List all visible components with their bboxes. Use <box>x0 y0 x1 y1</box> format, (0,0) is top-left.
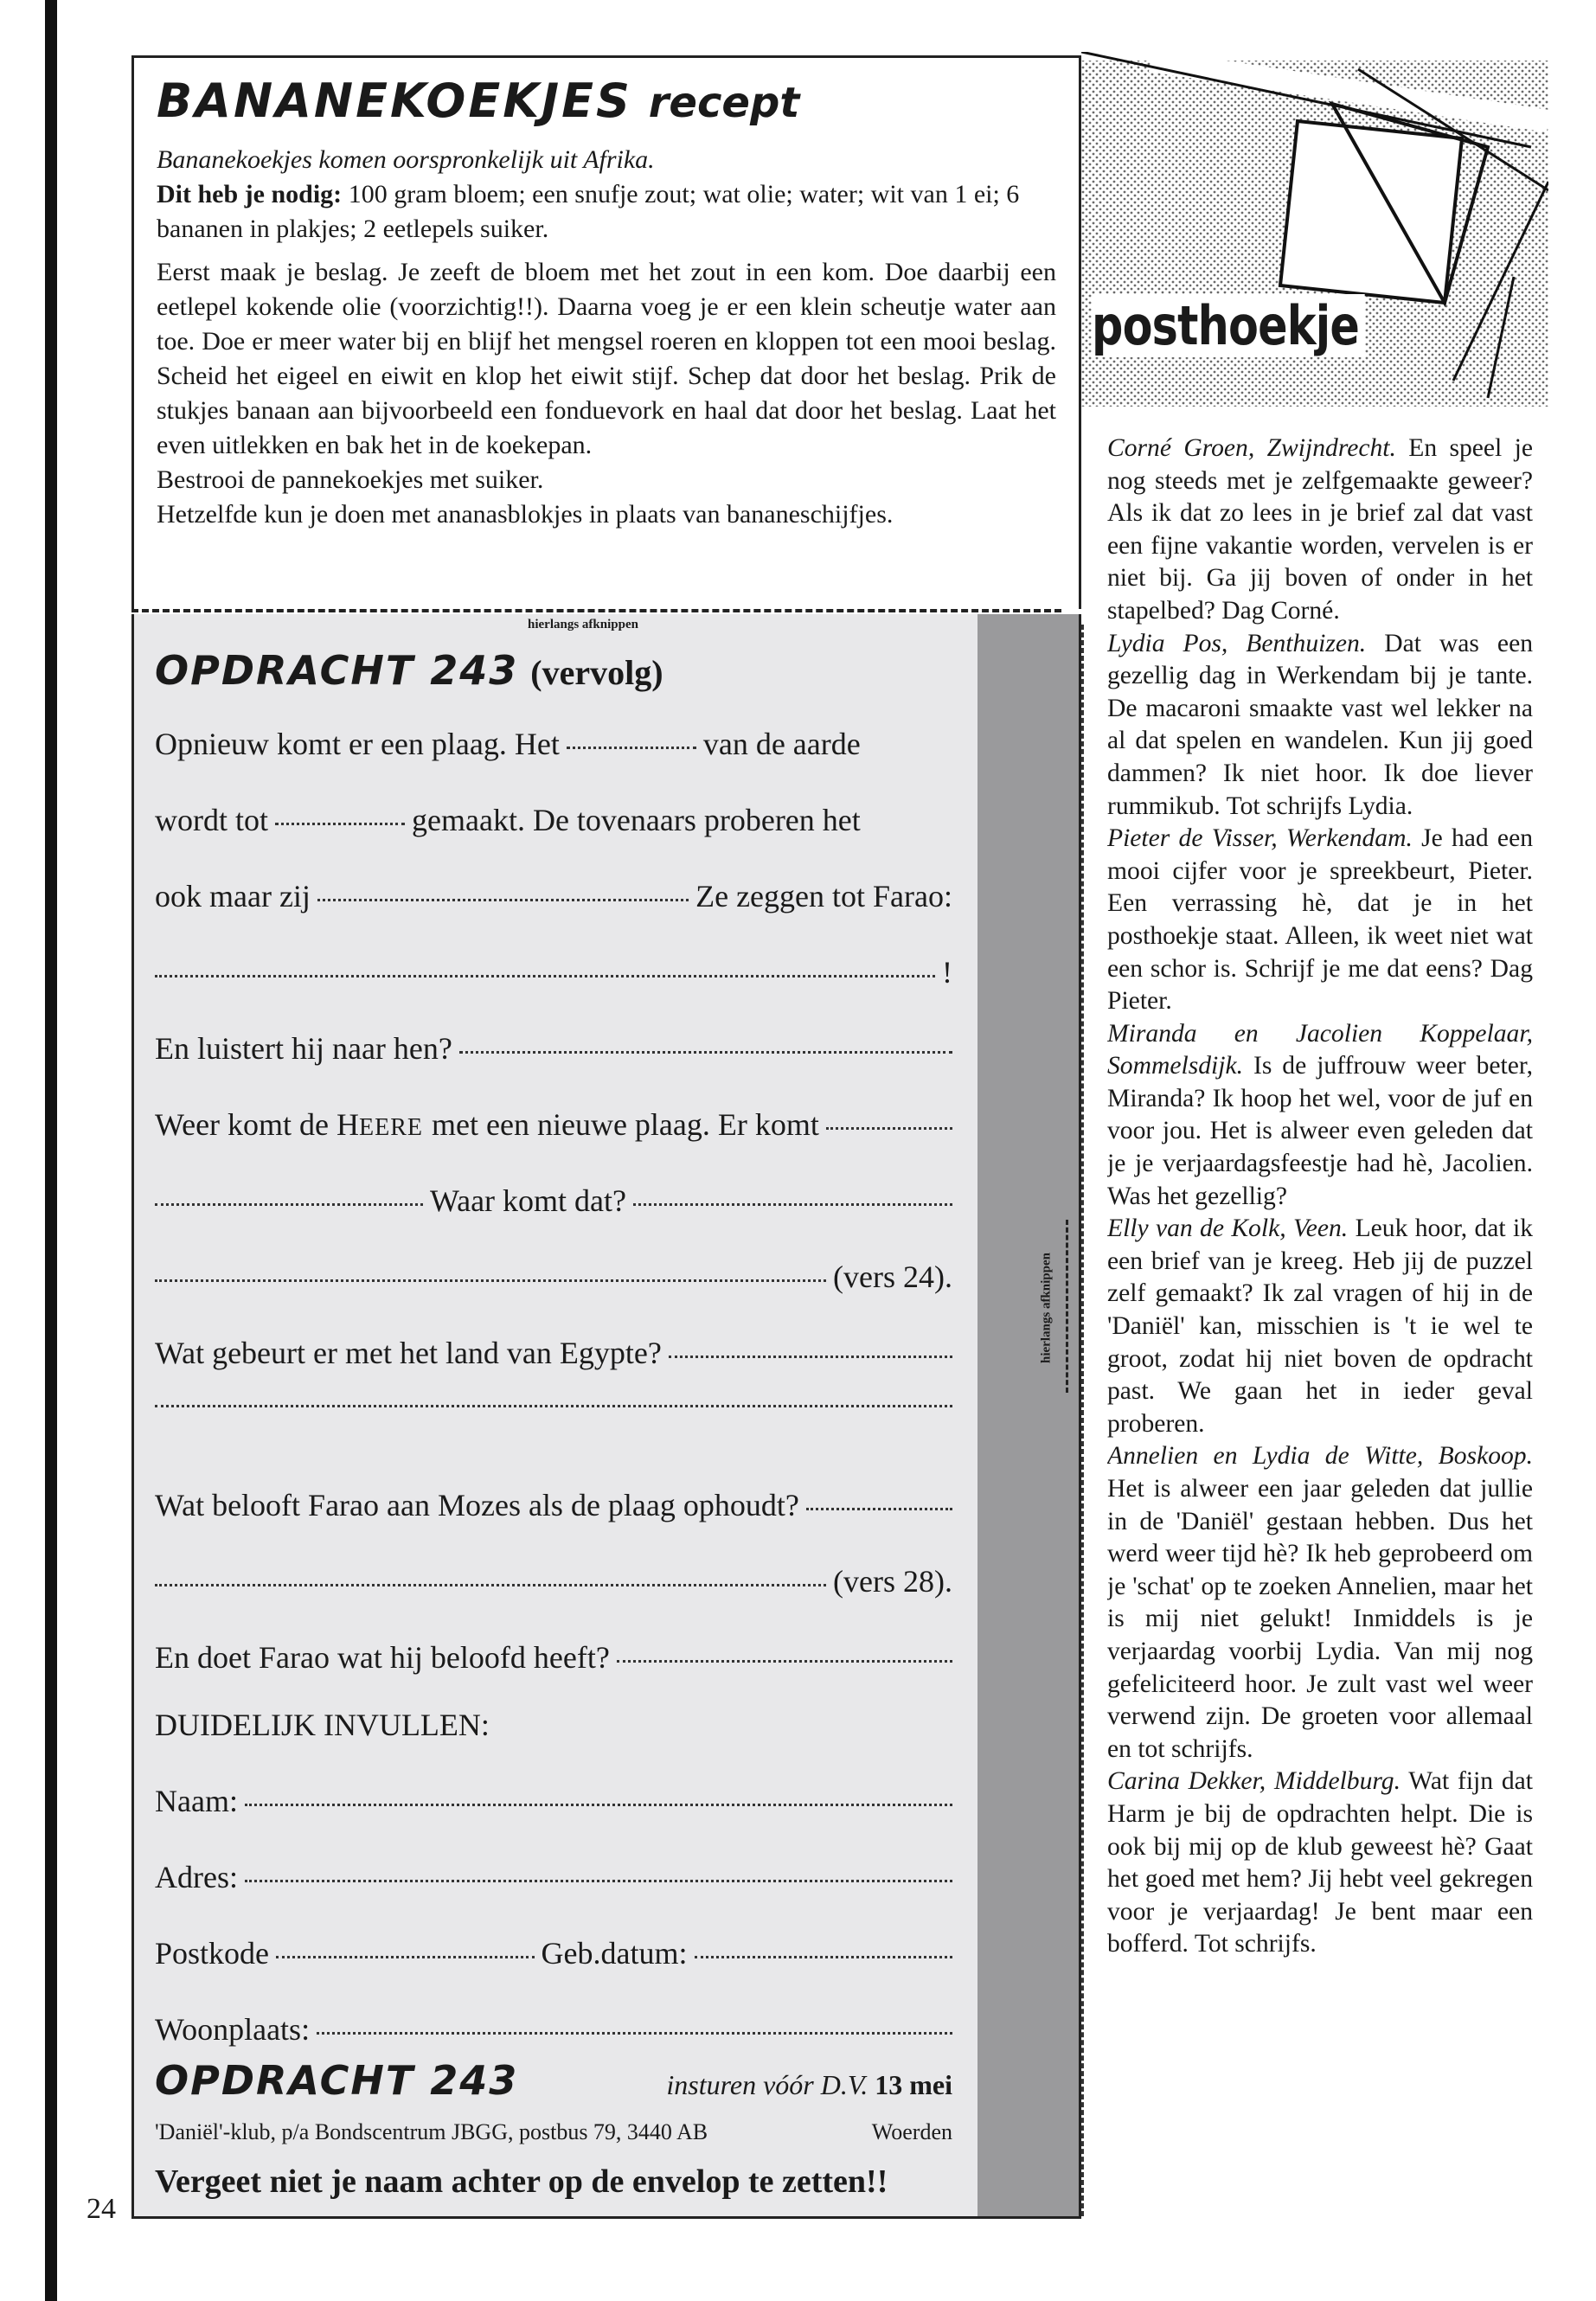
question-7 <box>155 1182 952 1220</box>
letter <box>1107 1213 1533 1440</box>
send-before <box>666 2069 952 2101</box>
q2-text-b: gemaakt. De tovenaars proberen het <box>412 803 861 837</box>
answer-field[interactable] <box>155 975 935 977</box>
city-field[interactable] <box>317 2032 952 2035</box>
form-title-main: OPDRACHT 243 <box>155 647 519 694</box>
send-date: 13 mei <box>875 2069 952 2100</box>
q10-text: Wat belooft Farao aan Mozes als de plaag ophoudt? <box>155 1488 799 1522</box>
question-9-continued <box>155 1410 952 1413</box>
letter <box>1107 433 1533 628</box>
letter-text: Leuk hoor, dat ik een brief van je kreeg. Heb jij de puzzel zelf gemaakt? Ik zal vragen of hij in de 'Daniël' kan, misschien is 't ie wel te groot, zodat hij niet boven de opdracht past. We gaan het in ieder geval proberen. <box>1107 1215 1533 1438</box>
city-label: Woonplaats: <box>155 2012 311 2047</box>
name-row <box>155 1782 952 1820</box>
letter-text: Wat fijn dat Harm je bij de opdrachten helpt. Die is ook bij mij op de klub geweest hè? Gaat het goed met hem? Jij hebt veel gekregen voor je verjaardag! Je bent maar een bofferd. Tot schrijfs. <box>1107 1767 1533 1958</box>
ingredients-label: Dit heb je nodig: <box>157 180 343 208</box>
q6-text-b: met een nieuwe plaag. Er komt <box>432 1107 819 1142</box>
answer-field[interactable] <box>275 823 405 825</box>
column-divider <box>1081 625 1084 2216</box>
q6-smallcaps: EERE <box>359 1114 424 1141</box>
postcode-field[interactable] <box>276 1956 535 1958</box>
letter-sender: Miranda en Jacolien Koppelaar, Sommelsdijk. <box>1107 1019 1533 1080</box>
letter <box>1107 1018 1533 1214</box>
q9-text: Wat gebeurt er met het land van Egypte? <box>155 1336 662 1370</box>
posthoekje-title: posthoekje <box>1092 294 1365 357</box>
answer-field[interactable] <box>155 1584 826 1586</box>
recipe-title-main: BANANEKOEKJES <box>157 74 632 128</box>
question-4 <box>155 953 952 991</box>
letter-sender: Pieter de Visser, Werkendam. <box>1107 824 1413 853</box>
address-label: Adres: <box>155 1860 238 1894</box>
question-1 <box>155 725 952 763</box>
question-11 <box>155 1562 952 1600</box>
question-5 <box>155 1029 952 1067</box>
question-6 <box>155 1106 952 1147</box>
answer-field[interactable] <box>155 1279 826 1282</box>
form-title <box>155 647 663 694</box>
letter <box>1107 1440 1533 1766</box>
q1-text-b: van de aarde <box>702 727 861 761</box>
fill-in-text: DUIDELIJK INVULLEN: <box>155 1708 490 1742</box>
answer-field[interactable] <box>669 1356 952 1358</box>
question-2 <box>155 801 952 839</box>
letter-sender: Corné Groen, Zwijndrecht. <box>1107 434 1396 462</box>
answer-field[interactable] <box>617 1660 952 1663</box>
recipe-box <box>131 55 1081 609</box>
recipe-intro: Bananekoekjes komen oorspronkelijk uit Afrika. <box>157 145 655 174</box>
form-side-strip <box>977 614 1081 2219</box>
letter-text: En speel je nog steeds met je zelfgemaakte geweer? Als ik dat zo lees in je brief zal dat vast een fijne vakantie worden, vervelen is er niet bij. Ga jij boven of onder in het stapelbed? Dag Corné. <box>1107 434 1533 625</box>
q5-text: En luistert hij naar hen? <box>155 1031 452 1066</box>
answer-field[interactable] <box>155 1203 423 1206</box>
postcode-label: Postkode <box>155 1936 270 1971</box>
recipe-ingredients <box>157 177 1056 247</box>
address-row <box>155 1858 952 1896</box>
letter <box>1107 1766 1533 1961</box>
club-address <box>155 2119 952 2145</box>
recipe-method: Eerst maak je beslag. Je zeeft de bloem met het zout in een kom. Doe daarbij een eetlepel kokende olie (voorzichtig!!). Daarna voeg je er een klein scheutje water aan toe. Doe er meer water bij en blijf het mengsel roeren en kloppen tot een mooi beslag. Scheid het eigeel en eiwit en klop het eiwit stijf. Schep dat door het beslag. Prik de stukjes banaan aan bijvoorbeeld een fonduevork en haal dat door het beslag. Laat het even uitlekken en bak het in de koekepan. <box>157 258 1056 459</box>
letter-sender: Elly van de Kolk, Veen. <box>1107 1215 1349 1243</box>
letter-sender: Lydia Pos, Benthuizen. <box>1107 629 1367 657</box>
letter-text: Dat was een gezellig dag in Werkendam bij je tante. De macaroni smaakte vast wel lekker na al dat spelen en wandelen. Kun jij goed dammen? Ik niet hoor. Ik doe liever rummikub. Tot schrijfs Lydia. <box>1107 629 1533 820</box>
q3-text-b: Ze zeggen tot Farao: <box>695 879 952 913</box>
answer-field[interactable] <box>806 1508 952 1510</box>
recipe-title-sub: recept <box>648 79 800 127</box>
letter-sender: Annelien en Lydia de Witte, Boskoop. <box>1107 1442 1533 1471</box>
club-city: Woerden <box>871 2119 952 2144</box>
recipe-line-2: Bestrooi de pannekoekjes met suiker. <box>157 465 544 494</box>
form-footer-title <box>155 2057 952 2104</box>
question-9 <box>155 1334 952 1372</box>
question-3 <box>155 877 952 915</box>
q2-text-a: wordt tot <box>155 803 268 837</box>
side-cut-label: hierlangs afknippen <box>1039 1253 1054 1363</box>
recipe-line-3: Hetzelfde kun je doen met ananasblokjes in plaats van bananeschijfjes. <box>157 500 894 529</box>
letter-sender: Carina Dekker, Middelburg. <box>1107 1767 1401 1796</box>
question-12 <box>155 1638 952 1676</box>
answer-field[interactable] <box>633 1203 952 1206</box>
envelope-square <box>1280 121 1462 303</box>
binding-edge <box>45 0 57 2301</box>
page-number: 24 <box>87 2193 116 2225</box>
fill-in-heading <box>155 1706 952 1744</box>
cut-line <box>131 609 1061 612</box>
posthoekje-graphic <box>1081 52 1548 433</box>
q6-prefix: Weer komt de H <box>155 1107 360 1142</box>
letter-text: Is de juffrouw weer beter, Miranda? Ik hoop het wel, voor de juf en voor jou. Het is alweer even geleden dat je je verjaardagsfeestje had hè, Jacolien. Was het gezellig? <box>1107 1052 1533 1210</box>
recipe-title <box>157 74 1056 131</box>
q6-text-a <box>155 1106 423 1147</box>
q4-end: ! <box>942 955 952 990</box>
q11-text: (vers 28). <box>833 1564 952 1599</box>
club-name: 'Daniël'-klub, p/a Bondscentrum JBGG, postbus 79, 3440 AB <box>155 2119 708 2144</box>
ingredients-text: 100 gram bloem; een snufje zout; wat olie; water; wit van 1 ei; 6 bananen in plakjes; 2 eetlepels suiker. <box>157 180 1020 243</box>
letter-text: Je had een mooi cijfer voor je spreekbeurt, Pieter. Een verrassing hè, dat je in het posthoekje staat. Alleen, ik weet niet wat een schor is. Schrijf je me dat eens? Dag Pieter. <box>1107 824 1533 1016</box>
q8-text: (vers 24). <box>833 1259 952 1294</box>
name-label: Naam: <box>155 1784 238 1818</box>
letter-text: Het is alweer een jaar geleden dat jullie in de 'Daniël' gestaan hebben. Dus het werd weer tijd hè? Ik heb geprobeerd om je 'schat' op te zoeken Annelien, maar het is mij niet gelukt! Inmiddels is je verjaardag voorbij Lydia. Van mij nog gefeliciteerd hoor. Je zult vast wel weer verwend zijn. De groeten voor allemaal en tot schrijfs. <box>1107 1475 1533 1763</box>
send-before-text: insturen vóór D.V. <box>666 2069 869 2100</box>
assignment-form <box>131 614 977 2219</box>
answer-field[interactable] <box>317 899 689 901</box>
q7-text: Waar komt dat? <box>430 1183 627 1218</box>
letter <box>1107 823 1533 1018</box>
answer-field[interactable] <box>826 1127 952 1130</box>
form-title-suffix: (vervolg) <box>530 653 663 692</box>
answer-field[interactable] <box>155 1405 952 1407</box>
birthdate-label: Geb.datum: <box>541 1936 688 1971</box>
envelope-reminder: Vergeet niet je naam achter op de envelop te zetten!! <box>155 2163 888 2200</box>
footer-title-text: OPDRACHT 243 <box>155 2057 519 2104</box>
birthdate-field[interactable] <box>695 1956 953 1958</box>
city-row <box>155 2010 952 2048</box>
answer-field[interactable] <box>459 1051 952 1054</box>
postcode-row <box>155 1934 952 1972</box>
name-field[interactable] <box>245 1804 952 1806</box>
question-8 <box>155 1258 952 1296</box>
answer-field[interactable] <box>567 747 696 749</box>
q12-text: En doet Farao wat hij beloofd heeft? <box>155 1640 610 1675</box>
q3-text-a: ook maar zij <box>155 879 311 913</box>
letter <box>1107 628 1533 824</box>
question-10 <box>155 1486 952 1524</box>
address-field[interactable] <box>245 1880 952 1882</box>
q1-text-a: Opnieuw komt er een plaag. Het <box>155 727 560 761</box>
cut-label: hierlangs afknippen <box>528 618 638 631</box>
side-cut-line <box>1066 1220 1068 1393</box>
letters-column <box>1107 433 1533 2232</box>
